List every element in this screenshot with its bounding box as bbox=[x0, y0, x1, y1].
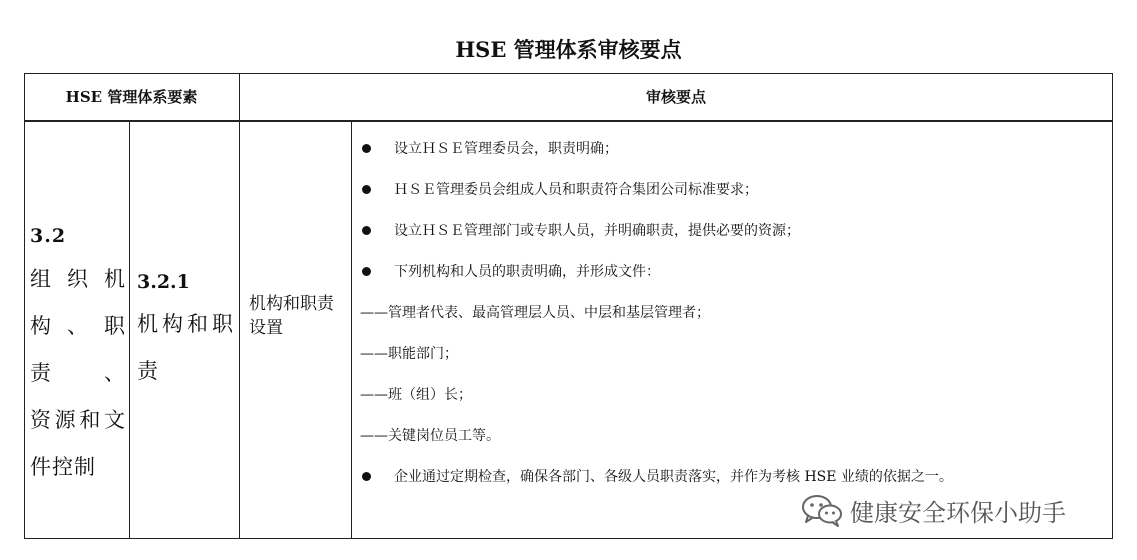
element-level1-text: 组 织 机 bbox=[30, 267, 126, 291]
element-level2-text: 机构和职 bbox=[137, 312, 237, 336]
bullet-icon bbox=[362, 226, 371, 235]
element-level3: 机构和职责设置 bbox=[249, 294, 334, 338]
bullet-icon bbox=[362, 185, 371, 194]
watermark bbox=[800, 492, 1066, 528]
list-item: ——班（组）长； bbox=[360, 387, 472, 403]
page-title: HSE 管理体系审核要点 bbox=[455, 37, 682, 62]
bullet-icon bbox=[362, 144, 371, 153]
list-item: ——管理者代表、最高管理层人员、中层和基层管理者； bbox=[360, 305, 710, 321]
table-border-left bbox=[24, 73, 25, 539]
table-border-right bbox=[1112, 73, 1113, 539]
table-border-bottom bbox=[24, 538, 1113, 539]
bullet-icon bbox=[362, 472, 371, 481]
element-level1-text: 构、职责、 bbox=[30, 314, 126, 385]
column-divider-level2 bbox=[129, 121, 130, 539]
wechat-icon bbox=[800, 492, 844, 528]
watermark-text: 健康安全环保小助手 bbox=[850, 498, 1066, 527]
element-level2-text: 责 bbox=[137, 359, 162, 383]
list-item: 企业通过定期检查，确保各部门、各级人员职责落实，并作为考核 HSE 业绩的依据之一。 bbox=[360, 460, 1100, 501]
bullet-icon bbox=[362, 267, 371, 276]
column-divider-level3 bbox=[351, 121, 352, 539]
header-element: HSE 管理体系要素 bbox=[65, 88, 198, 106]
list-item: 设立ＨＳＥ管理部门或专职人员，并明确职责，提供必要的资源； bbox=[360, 214, 1100, 255]
list-item: ＨＳＥ管理委员会组成人员和职责符合集团公司标准要求； bbox=[360, 173, 1100, 214]
header-audit-points: 审核要点 bbox=[645, 88, 706, 106]
element-level1-number: 3.2 bbox=[30, 225, 67, 247]
list-item: 设立ＨＳＥ管理委员会，职责明确； bbox=[360, 132, 1100, 173]
element-level2 bbox=[137, 266, 237, 395]
element-level1-text: 件控制 bbox=[30, 455, 96, 479]
element-level1 bbox=[30, 218, 126, 491]
element-level2-number: 3.2.1 bbox=[137, 271, 190, 293]
audit-points-list bbox=[360, 132, 1100, 501]
column-divider-main bbox=[239, 73, 240, 539]
list-item: ——职能部门； bbox=[360, 346, 458, 362]
list-item: 下列机构和人员的职责明确，并形成文件： bbox=[360, 255, 1100, 296]
element-level1-text: 资源和文 bbox=[30, 408, 126, 432]
list-item: ——关键岗位员工等。 bbox=[360, 428, 500, 444]
